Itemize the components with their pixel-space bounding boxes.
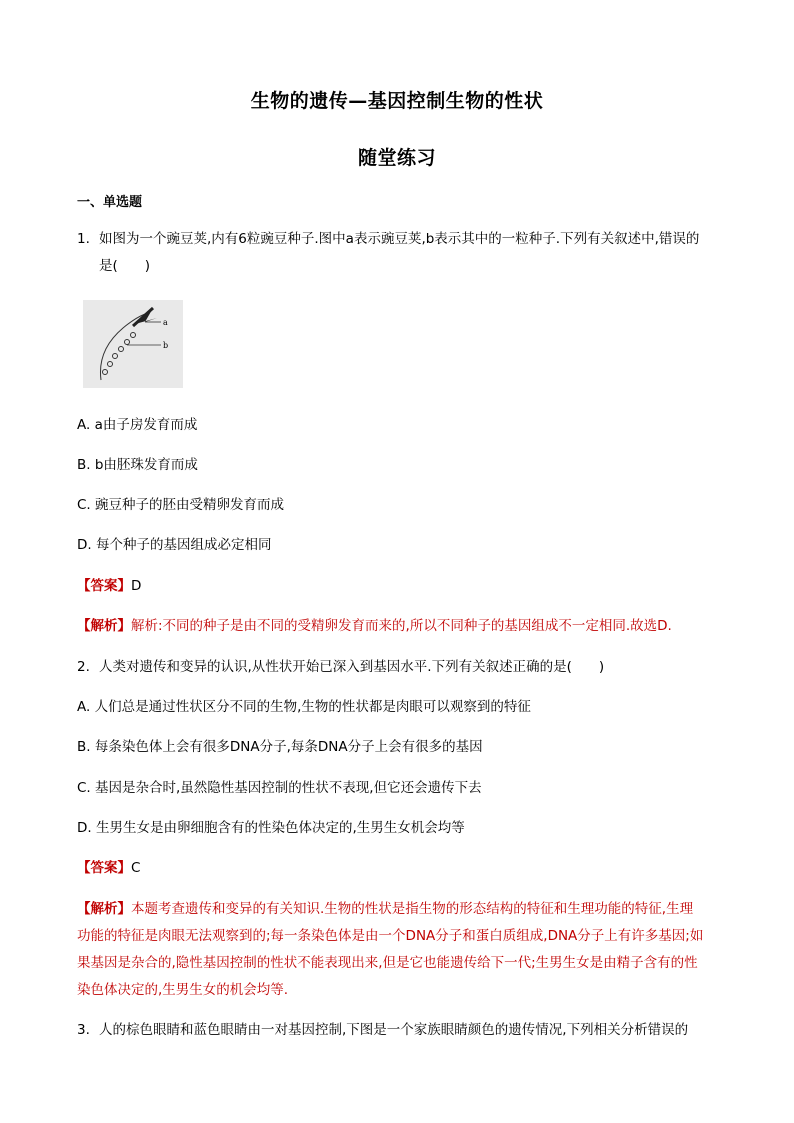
explain-tag: 【解析】 xyxy=(77,901,131,917)
q1-answer xyxy=(77,578,141,595)
page-subtitle: 随堂练习 xyxy=(357,147,436,169)
explain-text: 解析:不同的种子是由不同的受精卵发育而来的,所以不同种子的基因组成不一定相同.故选D. xyxy=(131,618,672,634)
question-number: 1. xyxy=(77,231,90,247)
q2-option-d[interactable]: D. 生男生女是由卵细胞含有的性染色体决定的,生男生女机会均等 xyxy=(77,820,465,836)
question-1 xyxy=(77,231,699,248)
question-number: 2. xyxy=(77,659,90,675)
label-b: b xyxy=(163,341,169,350)
q1-option-a[interactable]: A. a由子房发育而成 xyxy=(77,417,198,433)
label-a: a xyxy=(163,318,168,327)
q2-explanation-line-3: 果基因是杂合的,隐性基因控制的性状不能表现出来,但是它也能遗传给下一代;生男生女是由精子含有的性 xyxy=(77,955,698,971)
answer-value: D xyxy=(131,578,142,594)
page-title: 生物的遗传—基因控制生物的性状 xyxy=(250,90,544,112)
q2-explanation-line-4: 染色体决定的,生男生女的机会均等. xyxy=(77,982,289,998)
explain-text: 本题考查遗传和变异的有关知识.生物的性状是指生物的形态结构的特征和生理功能的特征,生理 xyxy=(131,901,694,917)
question-text: 如图为一个豌豆荚,内有6粒豌豆种子.图中a表示豌豆荚,b表示其中的一粒种子.下列有关叙述中,错误的 xyxy=(99,231,700,247)
q2-explanation-line-1 xyxy=(77,901,693,918)
q1-option-d[interactable]: D. 每个种子的基因组成必定相同 xyxy=(77,537,272,553)
pea-pod-figure xyxy=(83,300,183,388)
question-number: 3. xyxy=(77,1022,90,1038)
question-2 xyxy=(77,659,604,676)
answer-tag: 【答案】 xyxy=(77,860,131,876)
pea-pod-diagram xyxy=(83,300,183,388)
q2-option-c[interactable]: C. 基因是杂合时,虽然隐性基因控制的性状不表现,但它还会遗传下去 xyxy=(77,780,482,796)
q2-answer xyxy=(77,860,140,877)
explain-tag: 【解析】 xyxy=(77,618,131,634)
q1-explanation xyxy=(77,618,672,635)
answer-value: C xyxy=(131,860,141,876)
answer-tag: 【答案】 xyxy=(77,578,131,594)
q2-option-a[interactable]: A. 人们总是通过性状区分不同的生物,生物的性状都是肉眼可以观察到的特征 xyxy=(77,699,531,715)
question-1-continued: 是( ) xyxy=(99,258,151,274)
question-text: 人类对遗传和变异的认识,从性状开始已深入到基因水平.下列有关叙述正确的是( ) xyxy=(99,659,605,675)
q2-explanation-line-2: 功能的特征是肉眼无法观察到的;每一条染色体是由一个DNA分子和蛋白质组成,DNA分子上有许多基因;如 xyxy=(77,928,704,944)
q2-option-b[interactable]: B. 每条染色体上会有很多DNA分子,每条DNA分子上会有很多的基因 xyxy=(77,739,483,755)
q1-option-b[interactable]: B. b由胚珠发育而成 xyxy=(77,457,198,473)
question-3 xyxy=(77,1022,688,1039)
section-heading: 一、单选题 xyxy=(77,195,143,210)
q1-option-c[interactable]: C. 豌豆种子的胚由受精卵发育而成 xyxy=(77,497,285,513)
question-text: 人的棕色眼睛和蓝色眼睛由一对基因控制,下图是一个家族眼睛颜色的遗传情况,下列相关分析错误的 xyxy=(99,1022,689,1038)
